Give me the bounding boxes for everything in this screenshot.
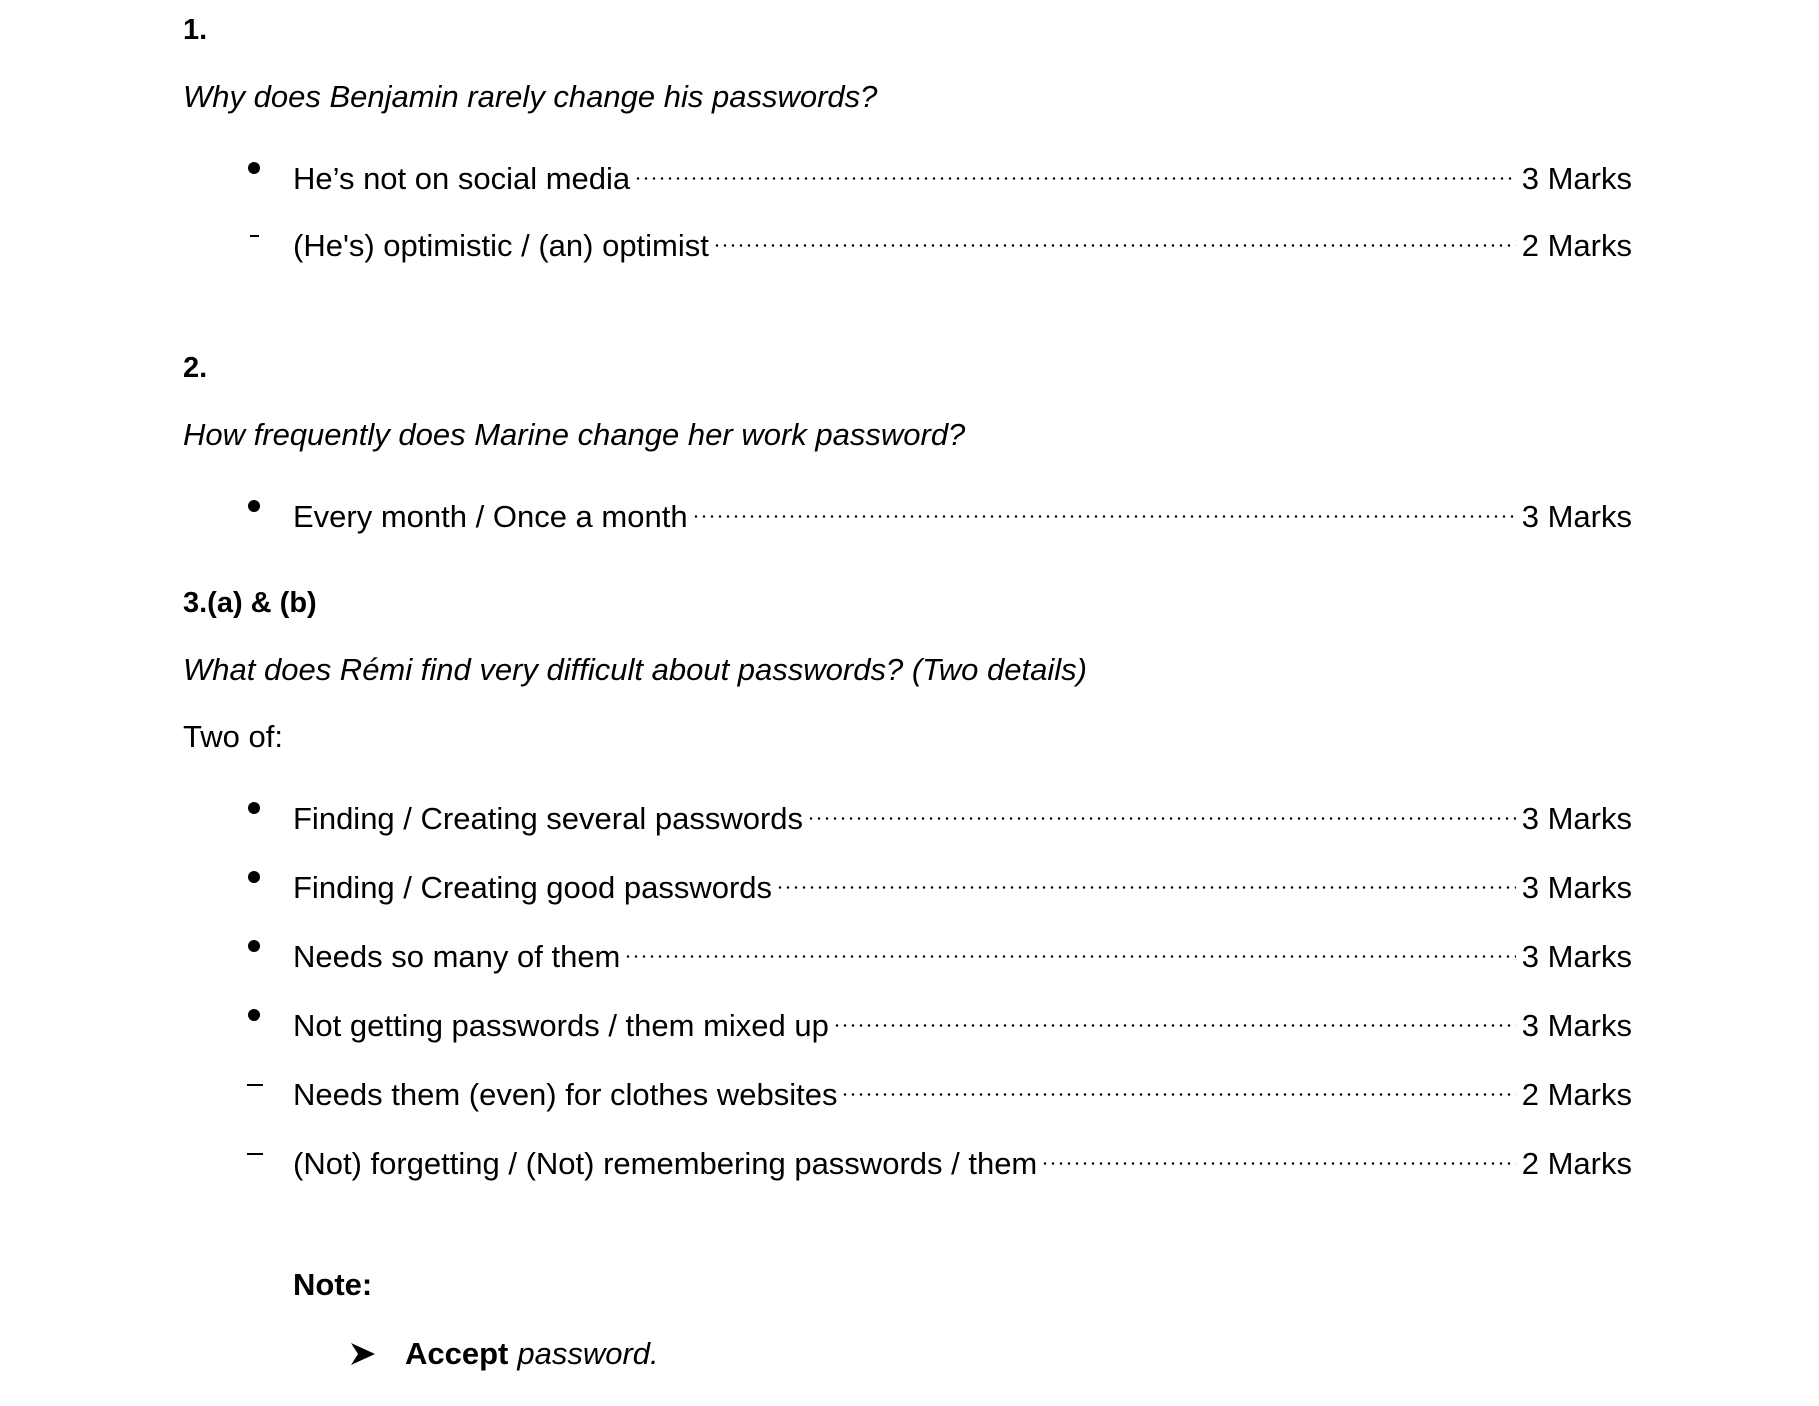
answer-text: Needs so many of them [293, 939, 621, 974]
dot-leader [634, 147, 1516, 189]
dot-leader [1041, 1132, 1515, 1174]
answer-row [230, 1132, 1632, 1181]
question-3-text: What does Rémi find very difficult about passwords? (Two details) [183, 652, 1087, 687]
answer-text: Needs them (even) for clothes websites [293, 1077, 838, 1112]
answer-text: Every month / Once a month [293, 499, 688, 534]
answer-marks: 3 Marks [1521, 161, 1632, 196]
note-accept-word: Accept [405, 1336, 509, 1371]
answer-text: He’s not on social media [293, 161, 631, 196]
dot-leader [624, 925, 1515, 967]
note-item [348, 1334, 659, 1374]
answer-marks: 3 Marks [1521, 870, 1632, 905]
note-label: Note: [293, 1267, 373, 1302]
answer-marks: 2 Marks [1521, 228, 1632, 263]
arrowhead-bullet-icon [348, 1334, 378, 1374]
answer-marks: 3 Marks [1521, 801, 1632, 836]
answer-marks: 3 Marks [1521, 939, 1632, 974]
dot-leader [692, 485, 1516, 527]
answer-row [230, 485, 1632, 534]
answer-row [230, 994, 1632, 1043]
note-accept-item: password. [517, 1336, 659, 1371]
answer-row [230, 787, 1632, 836]
question-3-number: 3.(a) & (b) [183, 587, 317, 619]
question-1-number: 1. [183, 14, 208, 46]
question-3-intro: Two of: [183, 719, 283, 754]
answer-text: Finding / Creating several passwords [293, 801, 804, 836]
answer-text: (He's) optimistic / (an) optimist [293, 228, 709, 263]
answer-marks: 2 Marks [1521, 1077, 1632, 1112]
answer-text: Finding / Creating good passwords [293, 870, 773, 905]
question-1-text: Why does Benjamin rarely change his passwords? [183, 79, 878, 114]
dot-leader [833, 994, 1516, 1036]
dot-leader [776, 856, 1516, 898]
dot-leader [807, 787, 1516, 829]
answer-row [230, 147, 1632, 196]
answer-text: (Not) forgetting / (Not) remembering passwords / them [293, 1146, 1038, 1181]
answer-text: Not getting passwords / them mixed up [293, 1008, 829, 1043]
answer-marks: 2 Marks [1521, 1146, 1632, 1181]
dot-leader [713, 214, 1516, 256]
answer-row [230, 214, 1632, 263]
answer-row [230, 925, 1632, 974]
answer-row [230, 856, 1632, 905]
answer-marks: 3 Marks [1521, 499, 1632, 534]
dot-leader [841, 1063, 1515, 1105]
answer-row [230, 1063, 1632, 1112]
question-2-text: How frequently does Marine change her work password? [183, 417, 966, 452]
question-2-number: 2. [183, 352, 208, 384]
answer-marks: 3 Marks [1521, 1008, 1632, 1043]
